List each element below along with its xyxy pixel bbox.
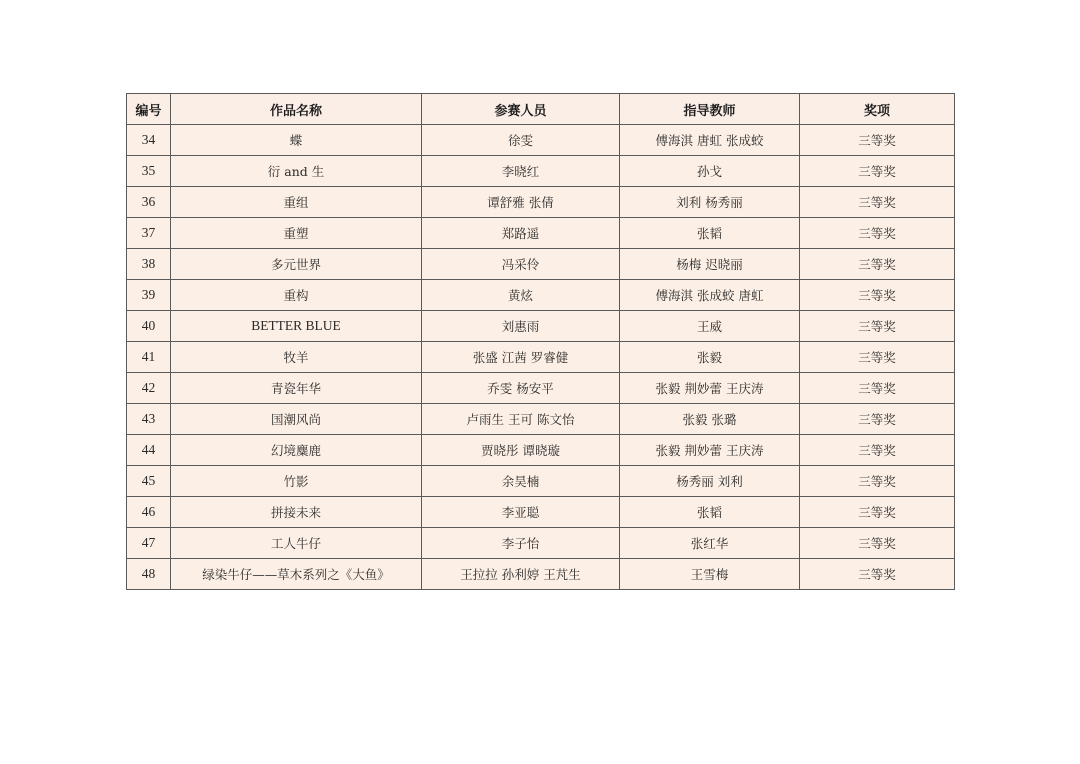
cell-number: 47 [127, 528, 171, 559]
cell-number: 43 [127, 404, 171, 435]
cell-participants: 贾晓彤 谭晓璇 [422, 435, 620, 466]
cell-award: 三等奖 [800, 466, 955, 497]
cell-work-title: 青瓷年华 [171, 373, 422, 404]
cell-participants: 黄炫 [422, 280, 620, 311]
cell-award: 三等奖 [800, 528, 955, 559]
cell-instructors: 张毅 荆妙蕾 王庆涛 [620, 373, 800, 404]
cell-instructors: 张韬 [620, 218, 800, 249]
cell-work-title: 重构 [171, 280, 422, 311]
cell-work-title: 拼接未来 [171, 497, 422, 528]
awards-table [126, 93, 955, 590]
cell-award: 三等奖 [800, 342, 955, 373]
table-header [127, 94, 955, 125]
cell-work-title: 国潮风尚 [171, 404, 422, 435]
cell-award: 三等奖 [800, 559, 955, 590]
cell-participants: 王拉拉 孙利婷 王芃生 [422, 559, 620, 590]
cell-participants: 张盛 江茜 罗睿健 [422, 342, 620, 373]
cell-work-title: 重塑 [171, 218, 422, 249]
cell-participants: 徐雯 [422, 125, 620, 156]
table-row [127, 497, 955, 528]
header-work-title: 作品名称 [171, 94, 422, 125]
table-row [127, 342, 955, 373]
cell-number: 40 [127, 311, 171, 342]
cell-award: 三等奖 [800, 218, 955, 249]
cell-instructors: 张毅 [620, 342, 800, 373]
table-row [127, 280, 955, 311]
table-body [127, 125, 955, 590]
cell-participants: 李晓红 [422, 156, 620, 187]
cell-work-title: 多元世界 [171, 249, 422, 280]
cell-work-title: 绿染牛仔——草木系列之《大鱼》 [171, 559, 422, 590]
header-award: 奖项 [800, 94, 955, 125]
table-row [127, 311, 955, 342]
cell-work-title: 竹影 [171, 466, 422, 497]
cell-instructors: 刘利 杨秀丽 [620, 187, 800, 218]
cell-award: 三等奖 [800, 311, 955, 342]
cell-instructors: 张韬 [620, 497, 800, 528]
cell-participants: 余昊楠 [422, 466, 620, 497]
table-row [127, 218, 955, 249]
cell-award: 三等奖 [800, 125, 955, 156]
table-row [127, 559, 955, 590]
cell-work-title: 衍 and 生 [171, 156, 422, 187]
cell-participants: 卢雨生 王可 陈文怡 [422, 404, 620, 435]
table-row [127, 466, 955, 497]
cell-award: 三等奖 [800, 156, 955, 187]
cell-participants: 乔雯 杨安平 [422, 373, 620, 404]
cell-work-title: 幻境麋鹿 [171, 435, 422, 466]
header-row [127, 94, 955, 125]
cell-work-title: 重组 [171, 187, 422, 218]
cell-instructors: 杨秀丽 刘利 [620, 466, 800, 497]
header-instructors: 指导教师 [620, 94, 800, 125]
cell-instructors: 张红华 [620, 528, 800, 559]
cell-award: 三等奖 [800, 280, 955, 311]
cell-participants: 郑路遥 [422, 218, 620, 249]
cell-participants: 刘惠雨 [422, 311, 620, 342]
cell-award: 三等奖 [800, 404, 955, 435]
cell-work-title: 牧羊 [171, 342, 422, 373]
cell-participants: 冯采伶 [422, 249, 620, 280]
cell-work-title: 蝶 [171, 125, 422, 156]
cell-number: 42 [127, 373, 171, 404]
cell-instructors: 张毅 张璐 [620, 404, 800, 435]
cell-number: 41 [127, 342, 171, 373]
cell-award: 三等奖 [800, 497, 955, 528]
cell-work-title: 工人牛仔 [171, 528, 422, 559]
cell-instructors: 傅海淇 唐虹 张成蛟 [620, 125, 800, 156]
cell-award: 三等奖 [800, 249, 955, 280]
cell-number: 44 [127, 435, 171, 466]
cell-number: 37 [127, 218, 171, 249]
header-number: 编号 [127, 94, 171, 125]
cell-number: 35 [127, 156, 171, 187]
cell-number: 45 [127, 466, 171, 497]
table-row [127, 404, 955, 435]
table-row [127, 373, 955, 404]
cell-award: 三等奖 [800, 373, 955, 404]
cell-award: 三等奖 [800, 435, 955, 466]
cell-participants: 谭舒雅 张倩 [422, 187, 620, 218]
cell-participants: 李亚聪 [422, 497, 620, 528]
cell-number: 38 [127, 249, 171, 280]
cell-number: 39 [127, 280, 171, 311]
cell-instructors: 王威 [620, 311, 800, 342]
table-row [127, 249, 955, 280]
table-row [127, 528, 955, 559]
table-row [127, 187, 955, 218]
header-participants: 参赛人员 [422, 94, 620, 125]
cell-award: 三等奖 [800, 187, 955, 218]
cell-number: 46 [127, 497, 171, 528]
cell-instructors: 孙戈 [620, 156, 800, 187]
table-row [127, 125, 955, 156]
cell-instructors: 张毅 荆妙蕾 王庆涛 [620, 435, 800, 466]
cell-instructors: 杨梅 迟晓丽 [620, 249, 800, 280]
cell-number: 36 [127, 187, 171, 218]
cell-number: 48 [127, 559, 171, 590]
cell-number: 34 [127, 125, 171, 156]
table-row [127, 156, 955, 187]
cell-instructors: 王雪梅 [620, 559, 800, 590]
cell-instructors: 傅海淇 张成蛟 唐虹 [620, 280, 800, 311]
cell-participants: 李子怡 [422, 528, 620, 559]
cell-work-title: BETTER BLUE [171, 311, 422, 342]
table-row [127, 435, 955, 466]
